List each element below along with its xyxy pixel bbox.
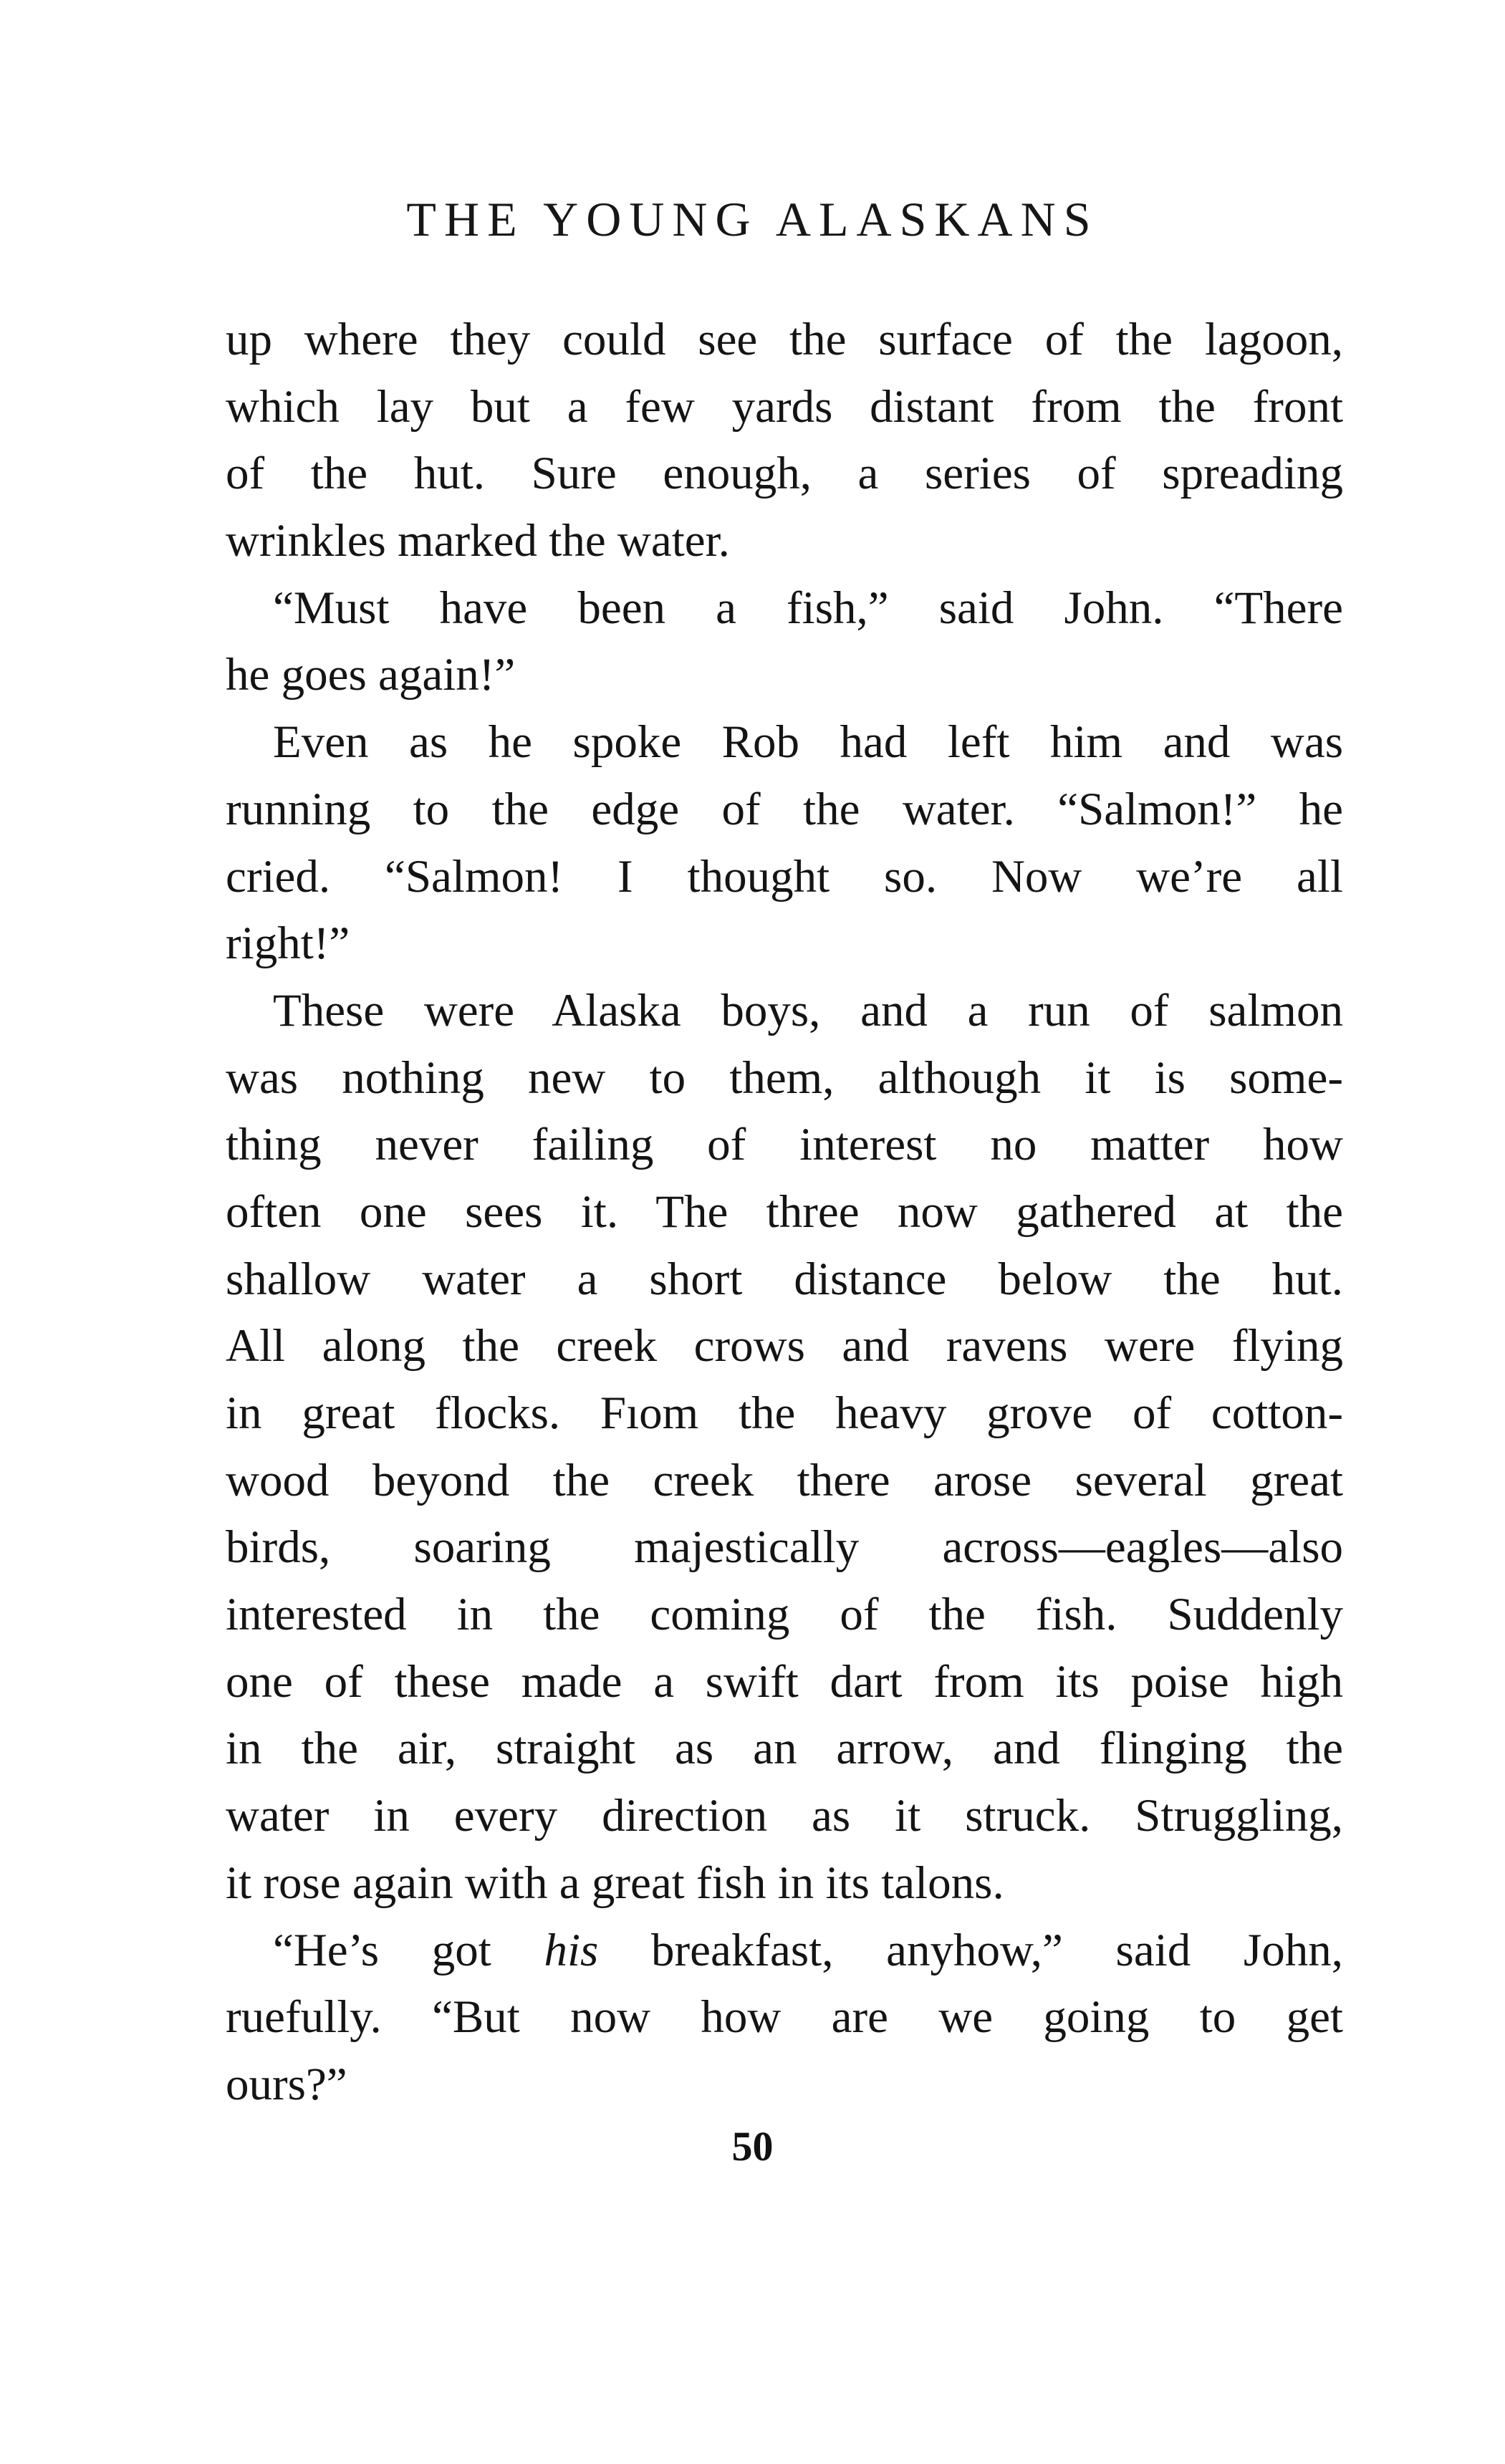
text-line: “Must have been a fish,” said John. “There: [273, 582, 1343, 634]
text-line: often one sees it. The three now gathered at the: [226, 1185, 1343, 1238]
text-line: interested in the coming of the fish. Suddenly: [226, 1589, 1343, 1641]
text-line: wood beyond the creek there arose several great: [226, 1454, 1343, 1506]
text-line: wrinkles marked the water.: [226, 515, 730, 567]
text-line: cried. “Salmon! I thought so. Now we’re all: [226, 850, 1343, 903]
text-segment: breakfast, anyhow,” said John,: [598, 1924, 1343, 1976]
text-line: in great flocks. Fıom the heavy grove of cotton-: [226, 1387, 1343, 1439]
text-line: water in every direction as it struck. Struggling,: [226, 1790, 1343, 1842]
text-line: it rose again with a great fish in its talons.: [226, 1857, 1004, 1909]
text-line: he goes again!”: [226, 649, 516, 701]
text-line: right!”: [226, 918, 350, 970]
text-line: ours?”: [226, 2058, 347, 2110]
text-line: shallow water a short distance below the hut.: [226, 1253, 1343, 1305]
text-line: Even as he spoke Rob had left him and was: [273, 716, 1343, 769]
text-line: one of these made a swift dart from its poise high: [226, 1655, 1343, 1708]
text-line: running to the edge of the water. “Salmon!” he: [226, 783, 1343, 835]
page-number: 50: [731, 2123, 774, 2170]
text-line: in the air, straight as an arrow, and flinging the: [226, 1723, 1343, 1775]
running-head: THE YOUNG ALASKANS: [406, 192, 1099, 246]
text-line: thing never failing of interest no matter how: [226, 1119, 1343, 1171]
text-line: birds, soaring majestically across—eagles—also: [226, 1521, 1343, 1574]
italic-word: his: [544, 1924, 599, 1976]
text-line: up where they could see the surface of the lagoon,: [226, 314, 1343, 365]
body-text: [226, 307, 1343, 2119]
text-line: ruefully. “But now how are we going to get: [226, 1991, 1343, 2044]
text-line: These were Alaska boys, and a run of salmon: [273, 984, 1343, 1036]
text-line: which lay but a few yards distant from the front: [226, 380, 1343, 433]
text-line: was nothing new to them, although it is some-: [226, 1051, 1343, 1104]
text-line: All along the creek crows and ravens were flying: [226, 1320, 1343, 1372]
text-segment: “He’s got: [273, 1924, 544, 1976]
text-line: of the hut. Sure enough, a series of spreading: [226, 448, 1343, 500]
text-line: [226, 1917, 1343, 1985]
